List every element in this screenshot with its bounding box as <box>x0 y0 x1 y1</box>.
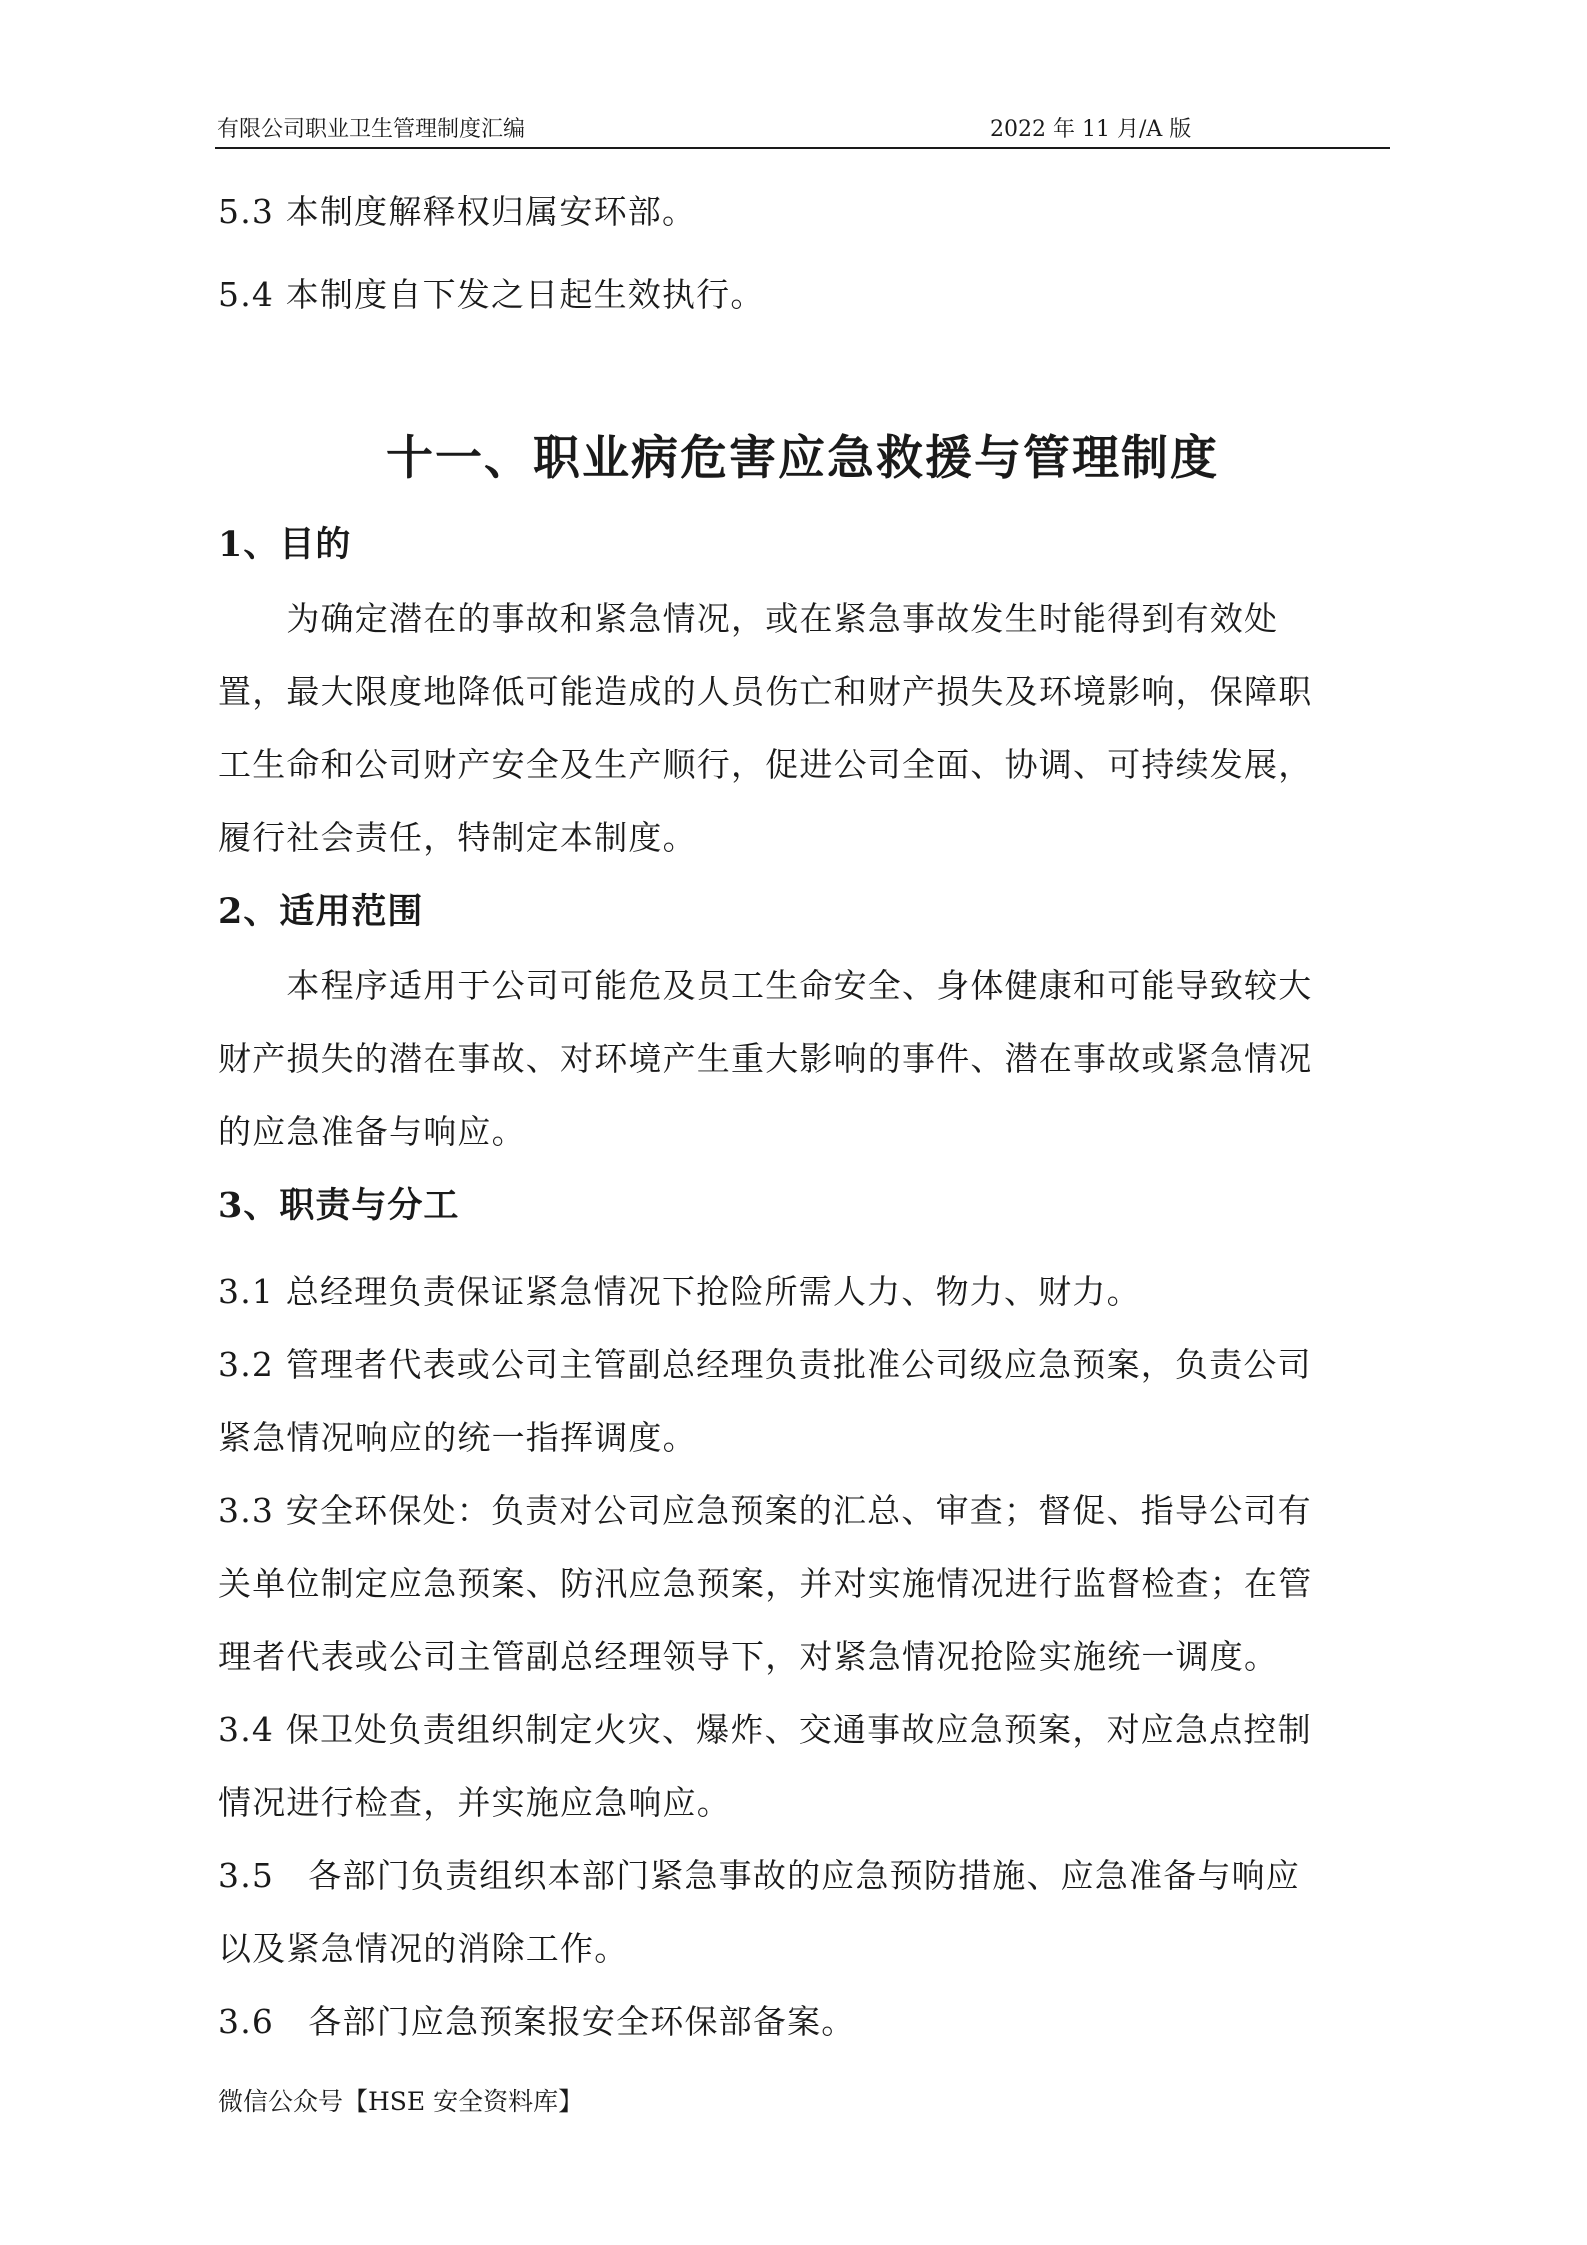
heading-purpose: 1、目的 <box>218 524 352 565</box>
responsibility-line-9: 3.5 各部门负责组织本部门紧急事故的应急预防措施、应急准备与响应 <box>218 1856 1301 1895</box>
responsibility-line-7: 3.4 保卫处负责组织制定火灾、爆炸、交通事故应急预案，对应急点控制 <box>218 1710 1312 1749</box>
page-footer: 微信公众号【HSE 安全资料库】 <box>218 2087 584 2116</box>
purpose-line-2: 置，最大限度地降低可能造成的人员伤亡和财产损失及环境影响，保障职 <box>218 672 1313 711</box>
clause-5-4: 5.4 本制度自下发之日起生效执行。 <box>218 275 765 314</box>
responsibility-line-6: 理者代表或公司主管副总经理领导下，对紧急情况抢险实施统一调度。 <box>218 1637 1279 1676</box>
section-title: 十一、职业病危害应急救援与管理制度 <box>386 431 1219 486</box>
page-header <box>215 112 1390 148</box>
scope-line-2: 财产损失的潜在事故、对环境产生重大影响的事件、潜在事故或紧急情况 <box>218 1039 1313 1078</box>
purpose-line-1: 为确定潜在的事故和紧急情况，或在紧急事故发生时能得到有效处 <box>218 599 1279 638</box>
header-version: 2022 年 11 月/A 版 <box>990 117 1192 142</box>
responsibility-line-3: 紧急情况响应的统一指挥调度。 <box>218 1418 697 1457</box>
responsibility-line-4: 3.3 安全环保处：负责对公司应急预案的汇总、审查；督促、指导公司有 <box>218 1491 1312 1530</box>
responsibility-line-2: 3.2 管理者代表或公司主管副总经理负责批准公司级应急预案，负责公司 <box>218 1345 1312 1384</box>
purpose-line-4: 履行社会责任，特制定本制度。 <box>218 818 697 857</box>
responsibility-line-8: 情况进行检查，并实施应急响应。 <box>218 1783 731 1822</box>
responsibility-line-5: 关单位制定应急预案、防汛应急预案，并对实施情况进行监督检查；在管 <box>218 1564 1313 1603</box>
scope-line-1: 本程序适用于公司可能危及员工生命安全、身体健康和可能导致较大 <box>218 966 1313 1005</box>
purpose-line-3: 工生命和公司财产安全及生产顺行，促进公司全面、协调、可持续发展， <box>218 745 1313 784</box>
responsibility-line-1: 3.1 总经理负责保证紧急情况下抢险所需人力、物力、财力。 <box>218 1272 1141 1311</box>
clause-5-3: 5.3 本制度解释权归属安环部。 <box>218 192 697 231</box>
heading-scope: 2、适用范围 <box>218 891 424 932</box>
responsibility-line-11: 3.6 各部门应急预案报安全环保部备案。 <box>218 2002 856 2041</box>
responsibility-line-10: 以及紧急情况的消除工作。 <box>218 1929 629 1968</box>
heading-responsibilities: 3、职责与分工 <box>218 1185 460 1226</box>
scope-line-3: 的应急准备与响应。 <box>218 1112 526 1151</box>
header-divider <box>215 147 1390 149</box>
header-document-title: 有限公司职业卫生管理制度汇编 <box>217 117 526 142</box>
